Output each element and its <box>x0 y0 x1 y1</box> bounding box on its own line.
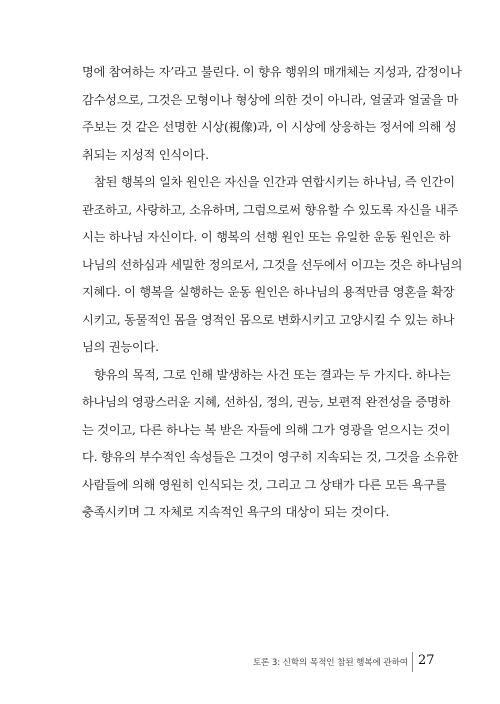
text-line: 님의 권능이다. <box>82 340 159 354</box>
text-line: 다. 향유의 부수적인 속성들은 그것이 영구히 지속되는 것, 그것을 소유한 <box>82 450 459 464</box>
text-line: 감수성으로, 그것은 모형이나 형상에 의한 것이 아니라, 얼굴과 얼굴을 마 <box>82 92 459 107</box>
paragraph-2 <box>82 169 463 362</box>
text-line: 주보는 것 같은 선명한 시상(視像)과, 이 시상에 상응하는 정서에 의해 성 <box>82 120 457 134</box>
page-number: 27 <box>418 653 435 668</box>
text-line: 사람들에 의해 영원히 인식되는 것, 그리고 그 상태가 다른 모든 욕구를 <box>82 477 447 492</box>
footer-divider <box>412 652 413 672</box>
text-line: 시키고, 동물적인 몸을 영적인 몸으로 변화시키고 고양시킬 수 있는 하나 <box>82 312 455 327</box>
page-footer <box>0 651 500 675</box>
body-text <box>82 59 463 527</box>
text-line: 참된 행복의 일차 원인은 자신을 인간과 연합시키는 하나님, 즉 인간이 <box>94 175 455 189</box>
text-line: 나님의 선하심과 세밀한 정의로서, 그것을 선두에서 이끄는 것은 하나님의 <box>82 257 463 272</box>
paragraph-1 <box>82 59 462 169</box>
text-line: 취되는 지성적 인식이다. <box>82 147 209 162</box>
text-line: 명에 참여하는 자’라고 불린다. 이 향유 행위의 매개체는 지성과, 감정이나 <box>82 65 462 79</box>
text-line: 충족시키며 그 자체로 지속적인 욕구의 대상이 되는 것이다. <box>82 505 390 519</box>
text-line: 지혜다. 이 행복을 실행하는 운동 원인은 하나님의 용적만큼 영혼을 확장 <box>82 285 455 299</box>
text-line: 시는 하나님 자신이다. 이 행복의 선행 원인 또는 유일한 운동 원인은 하 <box>82 230 451 244</box>
paragraph-3 <box>82 362 459 527</box>
running-title: 토론 3: 신학의 목적인 참된 행복에 관하여 <box>252 658 408 668</box>
text-line: 하나님의 영광스러운 지혜, 선하심, 정의, 권능, 보편적 완전성을 증명하 <box>82 395 451 409</box>
text-line: 향유의 목적, 그로 인해 발생하는 사건 또는 결과는 두 가지다. 하나는 <box>94 367 451 382</box>
text-line: 관조하고, 사랑하고, 소유하며, 그럼으로써 향유할 수 있도록 자신을 내주 <box>82 202 459 217</box>
text-line: 는 것이고, 다른 하나는 복 받은 자들에 의해 그가 영광을 얻으시는 것이 <box>82 422 451 437</box>
